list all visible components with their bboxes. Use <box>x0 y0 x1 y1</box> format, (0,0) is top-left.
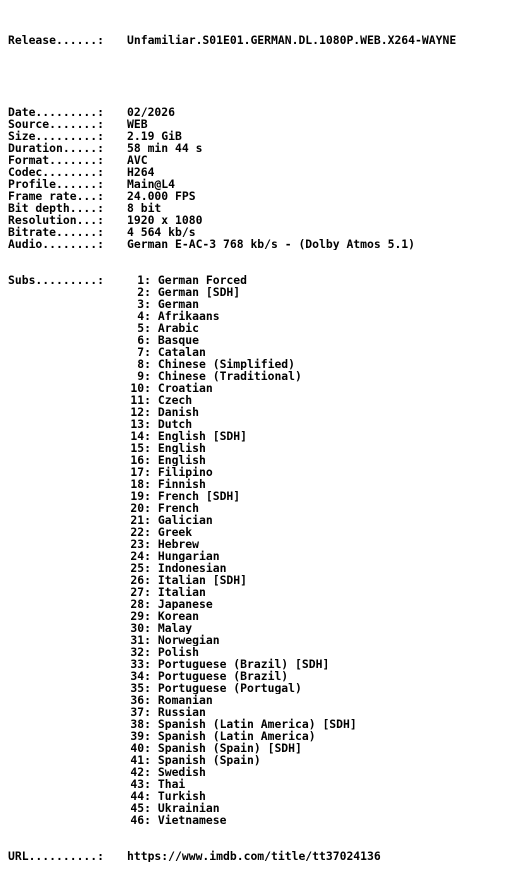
info-row <box>8 178 514 190</box>
subtitle-separator <box>151 298 158 310</box>
info-label: Duration.....: <box>8 142 105 154</box>
subtitle-number: 6: <box>137 334 151 346</box>
subtitle-row <box>8 550 514 562</box>
subtitle-separator <box>151 742 158 754</box>
subtitle-separator <box>151 802 158 814</box>
subtitle-row <box>8 298 514 310</box>
info-row <box>8 154 514 166</box>
subtitle-row <box>8 442 514 454</box>
subtitle-number: 45: <box>130 802 151 814</box>
subtitle-row <box>8 430 514 442</box>
info-row <box>8 130 514 142</box>
subtitle-number: 20: <box>130 502 151 514</box>
subtitle-language: Polish <box>157 646 200 658</box>
info-value: AVC <box>127 154 148 166</box>
subtitle-language: French [SDH] <box>157 490 241 502</box>
subtitle-separator <box>151 658 158 670</box>
subtitle-number: 17: <box>130 466 151 478</box>
subtitle-row <box>8 814 514 826</box>
subtitle-language: Spanish (Spain) [SDH] <box>157 742 302 754</box>
subtitle-number: 38: <box>130 718 151 730</box>
info-value: Main@L4 <box>127 178 176 190</box>
subtitle-language: Dutch <box>157 418 193 430</box>
subtitle-number: 12: <box>130 406 151 418</box>
subtitle-separator <box>151 442 158 454</box>
subtitle-language: Chinese (Simplified) <box>157 358 296 370</box>
subtitle-row <box>8 706 514 718</box>
subtitle-row <box>8 802 514 814</box>
subtitle-row <box>8 322 514 334</box>
subtitle-number: 32: <box>130 646 151 658</box>
info-value: WEB <box>127 118 148 130</box>
info-value: 58 min 44 s <box>127 142 203 154</box>
info-label: Bitrate......: <box>8 226 105 238</box>
subtitle-separator <box>151 466 158 478</box>
subtitle-number: 7: <box>137 346 151 358</box>
subtitle-row <box>8 334 514 346</box>
subtitle-separator <box>151 634 158 646</box>
media-info-list <box>8 106 514 250</box>
info-row <box>8 142 514 154</box>
subtitle-separator <box>151 766 158 778</box>
subtitle-language: French <box>157 502 200 514</box>
subtitle-number: 25: <box>130 562 151 574</box>
subtitle-number: 14: <box>130 430 151 442</box>
subtitle-separator <box>151 538 158 550</box>
subtitle-separator <box>151 562 158 574</box>
subtitle-number: 27: <box>130 586 151 598</box>
subtitle-row <box>8 598 514 610</box>
subtitle-number: 28: <box>130 598 151 610</box>
info-row <box>8 202 514 214</box>
subtitle-row <box>8 466 514 478</box>
subtitle-number: 43: <box>130 778 151 790</box>
subtitle-number: 13: <box>130 418 151 430</box>
subtitle-separator <box>151 694 158 706</box>
subtitle-number: 34: <box>130 670 151 682</box>
subtitle-separator <box>151 550 158 562</box>
subtitle-number: 5: <box>137 322 151 334</box>
subtitle-language: Catalan <box>157 346 206 358</box>
subtitle-language: English [SDH] <box>157 430 248 442</box>
info-row <box>8 190 514 202</box>
subtitle-separator <box>151 730 158 742</box>
subtitle-separator <box>151 370 158 382</box>
nfo-document <box>8 10 514 874</box>
subtitle-row <box>8 778 514 790</box>
subtitle-language: Turkish <box>157 790 206 802</box>
subtitle-separator <box>151 598 158 610</box>
info-row <box>8 214 514 226</box>
subtitle-separator <box>151 286 158 298</box>
subtitle-number: 35: <box>130 682 151 694</box>
subtitle-number: 37: <box>130 706 151 718</box>
subtitle-language: Hungarian <box>157 550 220 562</box>
subtitle-row <box>8 478 514 490</box>
info-label: Bit depth....: <box>8 202 105 214</box>
subtitle-separator <box>151 778 158 790</box>
subtitle-row <box>8 394 514 406</box>
subtitle-number: 41: <box>130 754 151 766</box>
subtitle-number: 15: <box>130 442 151 454</box>
subtitle-number: 11: <box>130 394 151 406</box>
subtitle-language: Portuguese (Brazil) <box>157 670 289 682</box>
subtitle-language: English <box>157 442 206 454</box>
subtitle-language: Italian [SDH] <box>157 574 248 586</box>
info-label: Profile......: <box>8 178 105 190</box>
subtitle-row <box>8 742 514 754</box>
info-row <box>8 166 514 178</box>
info-value: 24.000 FPS <box>127 190 196 202</box>
subtitle-row <box>8 730 514 742</box>
info-value: H264 <box>127 166 155 178</box>
info-label: Date.........: <box>8 106 105 118</box>
subtitle-language: German <box>157 298 200 310</box>
subtitle-number: 31: <box>130 634 151 646</box>
info-label: Resolution...: <box>8 214 105 226</box>
subtitle-number: 29: <box>130 610 151 622</box>
subtitle-row <box>8 490 514 502</box>
subtitle-row <box>8 310 514 322</box>
subtitle-separator <box>151 514 158 526</box>
subtitle-row <box>8 694 514 706</box>
subtitle-row <box>8 358 514 370</box>
subtitle-separator <box>151 490 158 502</box>
subtitle-number: 24: <box>130 550 151 562</box>
url-row <box>8 850 514 862</box>
subtitle-language: German Forced <box>157 274 248 286</box>
subtitle-separator <box>151 646 158 658</box>
subtitle-language: Ukrainian <box>157 802 220 814</box>
subtitle-language: Spanish (Latin America) [SDH] <box>157 718 357 730</box>
subtitle-language: Thai <box>157 778 186 790</box>
info-label: Source.......: <box>8 118 105 130</box>
subtitle-number: 10: <box>130 382 151 394</box>
subtitle-separator <box>151 790 158 802</box>
release-label: Release......: <box>8 34 105 46</box>
info-value: 8 bit <box>127 202 162 214</box>
subtitle-separator <box>151 382 158 394</box>
subtitle-separator <box>151 682 158 694</box>
info-label: Size.........: <box>8 130 105 142</box>
info-row <box>8 118 514 130</box>
subtitle-row <box>8 586 514 598</box>
subtitle-row <box>8 634 514 646</box>
subtitle-row <box>8 682 514 694</box>
release-name: Unfamiliar.S01E01.GERMAN.DL.1080P.WEB.X264-WAYNE <box>127 34 457 46</box>
subtitle-language: Indonesian <box>157 562 227 574</box>
info-value: 02/2026 <box>127 106 176 118</box>
subtitle-separator <box>151 346 158 358</box>
subtitle-language: Chinese (Traditional) <box>157 370 302 382</box>
release-row <box>8 34 514 46</box>
subtitle-row <box>8 274 514 286</box>
subtitle-language: Malay <box>157 622 193 634</box>
subtitle-number: 42: <box>130 766 151 778</box>
info-value: German E-AC-3 768 kb/s - (Dolby Atmos 5.1) <box>127 238 416 250</box>
subtitle-language: Czech <box>157 394 193 406</box>
subtitle-number: 1: <box>137 274 151 286</box>
subtitle-separator <box>151 586 158 598</box>
info-row <box>8 226 514 238</box>
subs-label: Subs.........: <box>8 274 105 286</box>
info-label: Format.......: <box>8 154 105 166</box>
subtitle-number: 9: <box>137 370 151 382</box>
subtitle-language: Korean <box>157 610 200 622</box>
subtitle-row <box>8 574 514 586</box>
subtitle-separator <box>151 526 158 538</box>
subtitle-number: 22: <box>130 526 151 538</box>
subtitle-separator <box>151 454 158 466</box>
subtitle-number: 18: <box>130 478 151 490</box>
subtitle-number: 36: <box>130 694 151 706</box>
subtitle-row <box>8 790 514 802</box>
blank-line <box>8 70 514 82</box>
subtitle-row <box>8 658 514 670</box>
subtitle-row <box>8 406 514 418</box>
info-row <box>8 106 514 118</box>
subtitle-separator <box>151 610 158 622</box>
info-label: Audio........: <box>8 238 105 250</box>
subtitle-row <box>8 382 514 394</box>
subtitle-language: Vietnamese <box>157 814 227 826</box>
subtitle-row <box>8 346 514 358</box>
subtitle-language: Greek <box>157 526 193 538</box>
info-value: 1920 x 1080 <box>127 214 203 226</box>
subtitle-row <box>8 286 514 298</box>
url-label: URL..........: <box>8 850 105 862</box>
subtitle-row <box>8 502 514 514</box>
subtitle-row <box>8 766 514 778</box>
subtitle-row <box>8 646 514 658</box>
imdb-link[interactable]: https://www.imdb.com/title/tt37024136 <box>127 850 381 862</box>
subtitle-language: Italian <box>157 586 206 598</box>
subtitle-number: 8: <box>137 358 151 370</box>
subtitle-number: 3: <box>137 298 151 310</box>
subtitle-row <box>8 418 514 430</box>
subtitle-row <box>8 538 514 550</box>
subtitle-language: Basque <box>157 334 200 346</box>
subtitle-language: Romanian <box>157 694 213 706</box>
subtitle-separator <box>151 430 158 442</box>
subtitle-separator <box>151 718 158 730</box>
subtitle-language: Swedish <box>157 766 206 778</box>
subtitle-separator <box>151 706 158 718</box>
subtitle-number: 19: <box>130 490 151 502</box>
subtitle-language: Spanish (Latin America) <box>157 730 316 742</box>
info-row <box>8 238 514 250</box>
subtitle-number: 21: <box>130 514 151 526</box>
subtitle-number: 40: <box>130 742 151 754</box>
subtitle-language: Afrikaans <box>157 310 220 322</box>
subtitle-language: Galician <box>157 514 213 526</box>
subtitle-separator <box>151 334 158 346</box>
subtitle-row <box>8 514 514 526</box>
subtitle-number: 4: <box>137 310 151 322</box>
subtitle-number: 23: <box>130 538 151 550</box>
subtitle-language: English <box>157 454 206 466</box>
subtitle-number: 16: <box>130 454 151 466</box>
subtitle-separator <box>151 310 158 322</box>
info-label: Codec........: <box>8 166 105 178</box>
subtitle-language: Finnish <box>157 478 206 490</box>
subtitle-row <box>8 670 514 682</box>
subtitle-row <box>8 562 514 574</box>
subtitle-separator <box>151 502 158 514</box>
subtitle-language: Filipino <box>157 466 213 478</box>
subtitle-number: 33: <box>130 658 151 670</box>
subtitle-number: 46: <box>130 814 151 826</box>
subtitle-language: Danish <box>157 406 200 418</box>
subtitle-row <box>8 370 514 382</box>
info-value: 2.19 GiB <box>127 130 182 142</box>
subtitle-separator <box>151 814 158 826</box>
subtitle-number: 39: <box>130 730 151 742</box>
subtitle-language: German [SDH] <box>157 286 241 298</box>
subtitle-separator <box>151 394 158 406</box>
subtitle-row <box>8 610 514 622</box>
subtitle-list <box>8 274 514 826</box>
subtitle-language: Japanese <box>157 598 213 610</box>
subtitle-separator <box>151 418 158 430</box>
info-value: 4 564 kb/s <box>127 226 196 238</box>
subtitle-separator <box>151 274 158 286</box>
subtitle-language: Arabic <box>157 322 200 334</box>
subtitle-number: 30: <box>130 622 151 634</box>
subtitle-row <box>8 718 514 730</box>
subtitle-language: Russian <box>157 706 206 718</box>
subtitle-row <box>8 454 514 466</box>
subtitle-number: 44: <box>130 790 151 802</box>
subtitle-separator <box>151 322 158 334</box>
subtitle-number: 26: <box>130 574 151 586</box>
subtitle-separator <box>151 358 158 370</box>
subtitle-separator <box>151 406 158 418</box>
subtitle-separator <box>151 622 158 634</box>
subtitle-language: Portuguese (Portugal) <box>157 682 302 694</box>
subtitle-language: Croatian <box>157 382 213 394</box>
subtitle-separator <box>151 670 158 682</box>
subtitle-language: Norwegian <box>157 634 220 646</box>
subtitle-number: 2: <box>137 286 151 298</box>
subtitle-separator <box>151 574 158 586</box>
info-label: Frame rate...: <box>8 190 105 202</box>
subtitle-separator <box>151 478 158 490</box>
subtitle-language: Spanish (Spain) <box>157 754 261 766</box>
subtitle-row <box>8 526 514 538</box>
subtitle-language: Portuguese (Brazil) [SDH] <box>157 658 330 670</box>
subtitle-language: Hebrew <box>157 538 200 550</box>
subtitle-row <box>8 622 514 634</box>
